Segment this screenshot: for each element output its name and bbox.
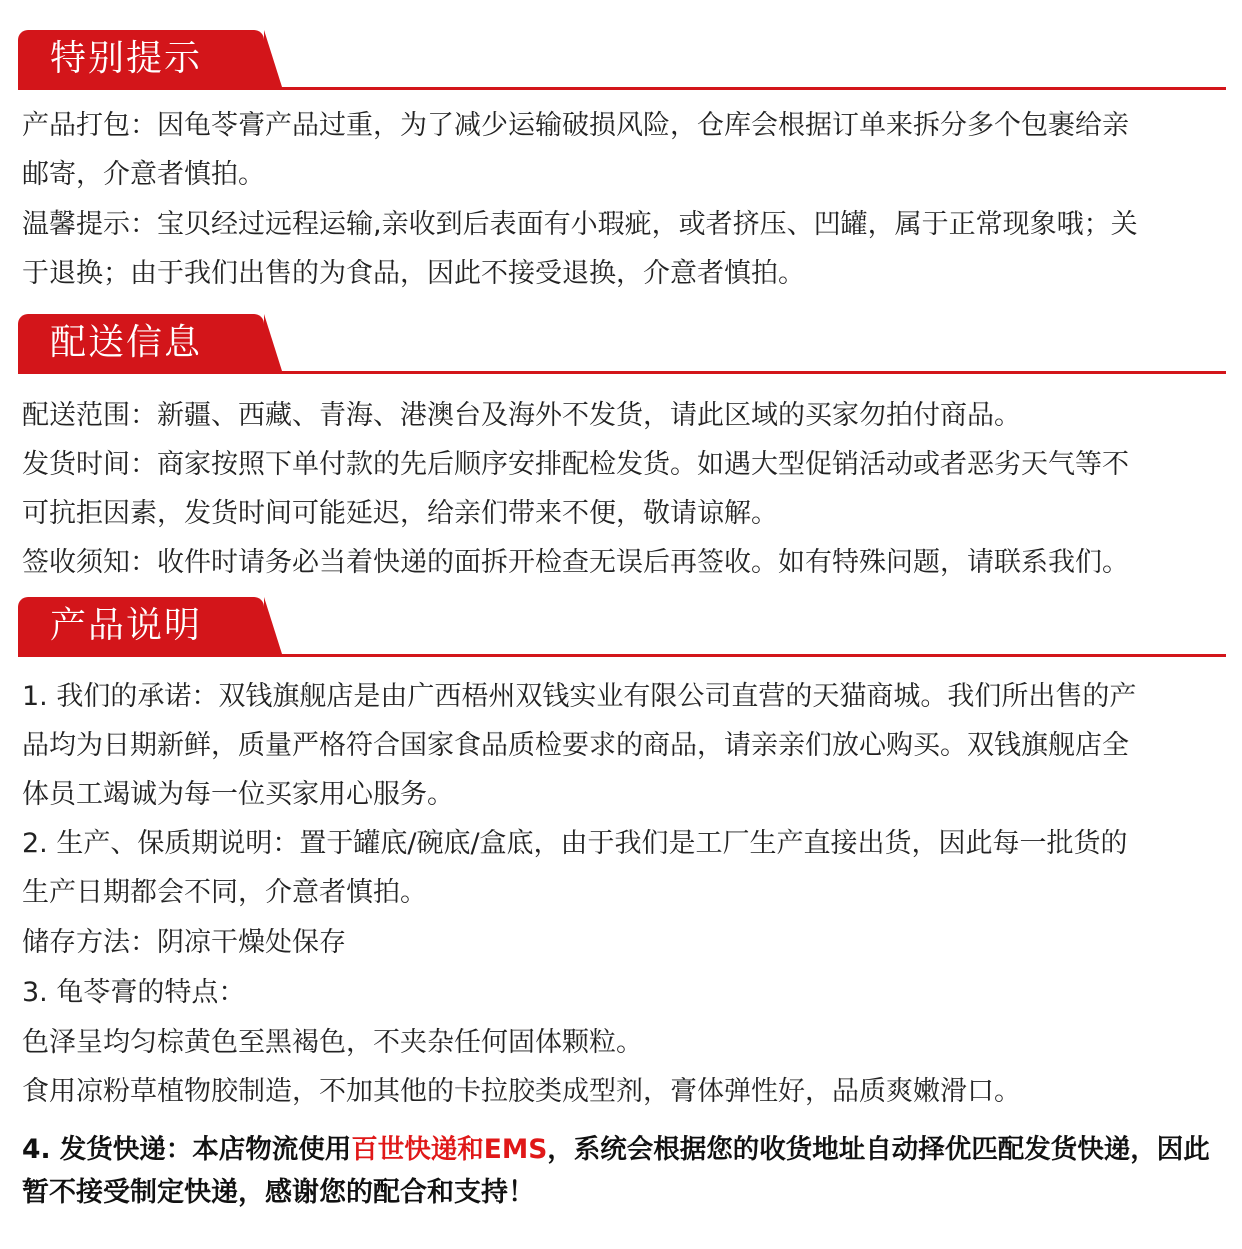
text-line: 可抗拒因素，发货时间可能延迟，给亲们带来不便，敬请谅解。 bbox=[22, 498, 778, 529]
text-line: 签收须知：收件时请务必当着快递的面拆开检查无误后再签收。如有特殊问题，请联系我们。 bbox=[22, 547, 1129, 578]
text-line: 3. 龟苓膏的特点： bbox=[22, 977, 246, 1008]
text-line: 产品打包：因龟苓膏产品过重，为了减少运输破损风险，仓库会根据订单来拆分多个包裹给亲 bbox=[22, 110, 1129, 141]
text-line: 食用凉粉草植物胶制造，不加其他的卡拉胶类成型剂，膏体弹性好，品质爽嫩滑口。 bbox=[22, 1076, 1021, 1107]
section-header-product-description bbox=[18, 597, 1226, 657]
shipping-note-line-2: 暂不接受制定快递，感谢您的配合和支持！ bbox=[22, 1177, 535, 1208]
text-line: 生产日期都会不同，介意者慎拍。 bbox=[22, 877, 427, 908]
text-line: 配送范围：新疆、西藏、青海、港澳台及海外不发货，请此区域的买家勿拍付商品。 bbox=[22, 400, 1021, 431]
shipping-note-prefix: 4. 发货快递：本店物流使用 bbox=[22, 1134, 352, 1165]
text-line: 储存方法：阴凉干燥处保存 bbox=[22, 927, 346, 958]
text-line: 品均为日期新鲜，质量严格符合国家食品质检要求的商品，请亲亲们放心购买。双钱旗舰店全 bbox=[22, 730, 1129, 761]
text-line: 于退换；由于我们出售的为食品，因此不接受退换，介意者慎拍。 bbox=[22, 258, 805, 289]
section-header-delivery-info bbox=[18, 314, 1226, 374]
section-header-special-notice bbox=[18, 30, 1226, 90]
section-title: 特别提示 bbox=[50, 38, 203, 79]
courier-highlight: 百世快递和EMS bbox=[351, 1134, 548, 1165]
section-title: 配送信息 bbox=[50, 322, 203, 363]
text-line: 2. 生产、保质期说明：置于罐底/碗底/盒底，由于我们是工厂生产直接出货，因此每一批货的 bbox=[22, 828, 1128, 859]
shipping-note-suffix: ，系统会根据您的收货地址自动择优匹配发货快递，因此 bbox=[547, 1134, 1210, 1165]
text-line: 邮寄，介意者慎拍。 bbox=[22, 159, 265, 190]
section-tab bbox=[18, 597, 264, 654]
shipping-note-line-1 bbox=[22, 1133, 1210, 1167]
text-line: 体员工竭诚为每一位买家用心服务。 bbox=[22, 779, 454, 810]
text-line: 色泽呈均匀棕黄色至黑褐色，不夹杂任何固体颗粒。 bbox=[22, 1027, 643, 1058]
section-divider bbox=[18, 371, 1226, 374]
section-divider bbox=[18, 87, 1226, 90]
section-title: 产品说明 bbox=[50, 605, 203, 646]
text-line: 温馨提示：宝贝经过远程运输,亲收到后表面有小瑕疵，或者挤压、凹罐，属于正常现象哦；关 bbox=[22, 209, 1138, 240]
text-line: 发货时间：商家按照下单付款的先后顺序安排配检发货。如遇大型促销活动或者恶劣天气等不 bbox=[22, 449, 1129, 480]
text-line: 1. 我们的承诺：双钱旗舰店是由广西梧州双钱实业有限公司直营的天猫商城。我们所出售的产 bbox=[22, 681, 1137, 712]
section-tab bbox=[18, 30, 264, 87]
section-tab bbox=[18, 314, 264, 371]
section-divider bbox=[18, 654, 1226, 657]
